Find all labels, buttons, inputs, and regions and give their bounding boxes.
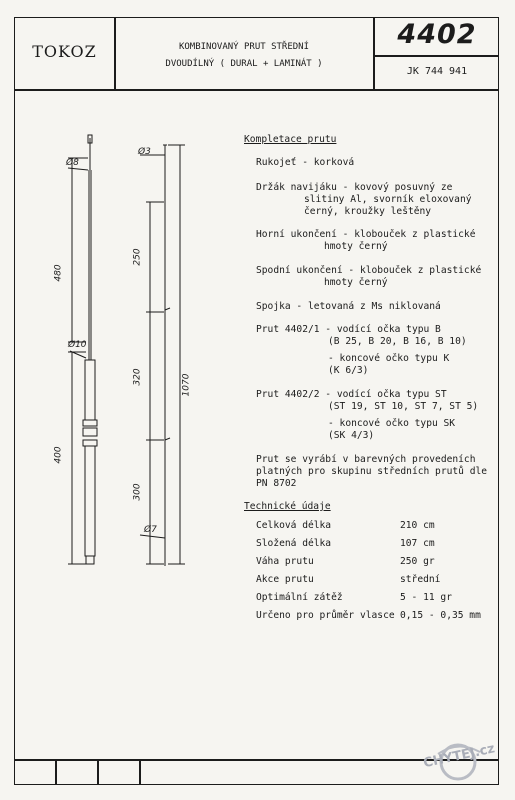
- joint-text: Spojka - letovaná z Ms niklovaná: [256, 301, 441, 312]
- code-divider: [373, 55, 499, 57]
- spec-label-3: Akce prutu: [256, 574, 314, 585]
- dim-length-320: 320: [132, 368, 143, 386]
- reel-ring-3: [83, 440, 97, 446]
- specs-heading: Technické údaje: [244, 501, 331, 512]
- spec-value-2: 250 gr: [400, 556, 435, 567]
- rod1-line1: Prut 4402/1 - vodící očka typu B: [256, 324, 441, 335]
- header-divider-2: [373, 17, 375, 90]
- spec-value-5: 0,15 - 0,35 mm: [400, 610, 481, 621]
- spec-value-1: 107 cm: [400, 538, 435, 549]
- reel-seat-line2: slitiny Al, svorník eloxovaný: [304, 194, 472, 205]
- rod1-line4: (K 6/3): [328, 365, 369, 376]
- reel-ring-2: [83, 428, 97, 436]
- spec-label-5: Určeno pro průměr vlasce: [256, 610, 395, 621]
- top-end-line1: Horní ukončení - klobouček z plastické: [256, 229, 476, 240]
- bottom-end-line1: Spodní ukončení - klobouček z plastické: [256, 265, 482, 276]
- rod1-line2: (B 25, B 20, B 16, B 10): [328, 336, 467, 347]
- logo-text: CHYTEJ.cz: [422, 741, 497, 772]
- reel-ring-1: [83, 420, 97, 426]
- rod1-line3: - koncové očko typu K: [328, 353, 450, 364]
- rod2-line1: Prut 4402/2 - vodící očka typu ST: [256, 389, 447, 400]
- rod2-line4: (SK 4/3): [328, 430, 375, 441]
- footer-divider-1: [55, 759, 57, 785]
- dim-diameter-3: Ø3: [138, 147, 151, 157]
- spec-value-0: 210 cm: [400, 520, 435, 531]
- reel-seat-line1: Držák navijáku - kovový posuvný ze: [256, 182, 453, 193]
- header-bottom-line: [14, 89, 499, 91]
- spec-label-4: Optimální zátěž: [256, 592, 343, 603]
- butt-cap: [86, 556, 94, 564]
- completion-heading: Kompletace prutu: [244, 134, 337, 145]
- product-code: 4402: [397, 19, 477, 50]
- dim-length-400: 400: [53, 446, 64, 464]
- norm-number: JK 744 941: [406, 66, 468, 77]
- handle-text: Rukojeť - korková: [256, 157, 355, 168]
- spec-value-3: střední: [400, 574, 441, 585]
- dim-length-300: 300: [132, 483, 143, 501]
- dim-length-480: 480: [53, 264, 64, 282]
- footer-divider-2: [97, 759, 99, 785]
- footer-divider-3: [139, 759, 141, 785]
- header-divider-1: [114, 17, 116, 90]
- rod-drawing: [40, 130, 200, 575]
- spec-label-0: Celková délka: [256, 520, 332, 531]
- note-line2: platných pro skupinu středních prutů dle: [256, 466, 488, 477]
- drawing-title-line2: DVOUDÍLNÝ ( DURAL + LAMINÁT ): [165, 59, 323, 69]
- spec-label-2: Váha prutu: [256, 556, 314, 567]
- handle-lower: [85, 446, 95, 556]
- dim-length-250: 250: [132, 248, 143, 266]
- rod2-line2: (ST 19, ST 10, ST 7, ST 5): [328, 401, 479, 412]
- chytej-logo: [418, 732, 498, 782]
- reel-seat-line3: černý, kroužky leštěny: [304, 206, 432, 217]
- drawing-title-line1: KOMBINOVANÝ PRUT STŘEDNÍ: [178, 42, 310, 52]
- spec-label-1: Složená délka: [256, 538, 332, 549]
- dim-length-1070: 1070: [181, 373, 192, 397]
- spec-value-4: 5 - 11 gr: [400, 592, 452, 603]
- company-name: TOKOZ: [32, 42, 97, 61]
- reel-seat: [85, 360, 95, 420]
- dim-diameter-8: Ø8: [66, 158, 79, 168]
- note-line1: Prut se vyrábí v barevných provedeních: [256, 454, 476, 465]
- dim-diameter-7: Ø7: [144, 525, 157, 535]
- rod2-line3: - koncové očko typu SK: [328, 418, 456, 429]
- top-end-line2: hmoty černý: [324, 241, 388, 252]
- dim-diameter-10: Ø10: [68, 340, 87, 350]
- note-line3: PN 8702: [256, 478, 297, 489]
- bottom-end-line2: hmoty černý: [324, 277, 388, 288]
